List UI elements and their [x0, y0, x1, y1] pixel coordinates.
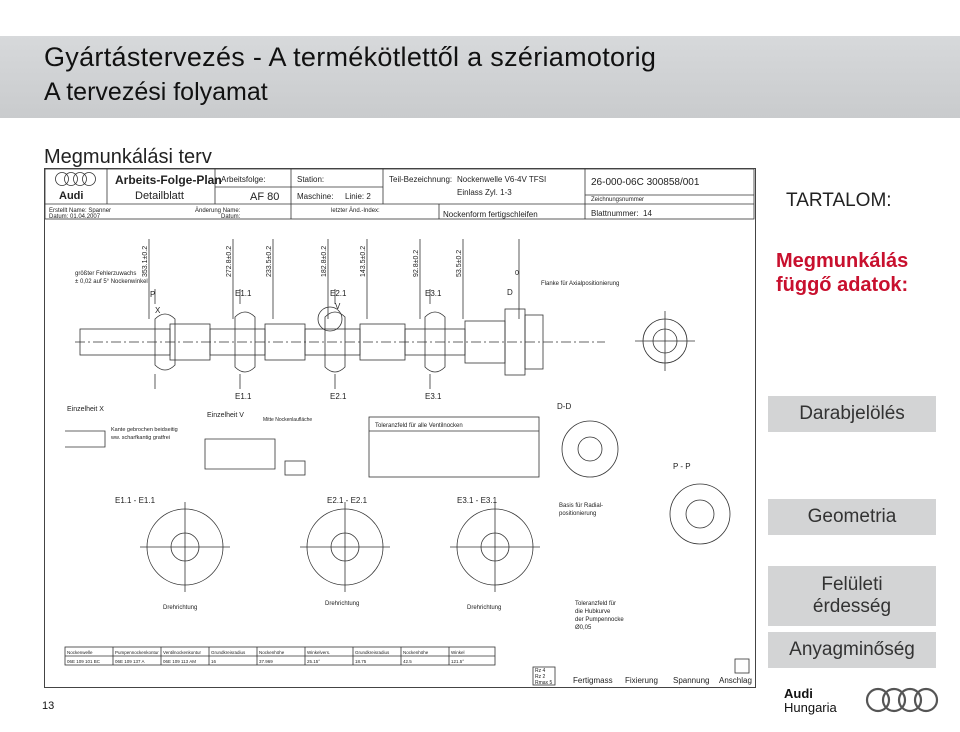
kante-label: Kante gebrochen beidseitig	[111, 427, 178, 433]
maschine-label: Maschine:	[297, 192, 334, 201]
drehrichtung-label: Drehrichtung	[325, 601, 360, 607]
sidebar-item-geometria[interactable]	[768, 499, 936, 535]
sidebar-item-label: Darabjelölés	[799, 403, 905, 424]
dim-label: 353.1±0.2	[142, 245, 149, 277]
teil-value-2: Einlass Zyl. 1-3	[457, 188, 512, 197]
page-number: 13	[42, 700, 55, 712]
erstellt-label: Erstellt Name: Spanner	[49, 208, 112, 214]
legend-fertigmass: Fertigmass	[573, 676, 613, 685]
dim-label: 143.5±0.2	[360, 245, 367, 277]
sidebar-item-label: érdesség	[812, 596, 892, 617]
section-label: E2.1	[330, 289, 347, 298]
audi-rings-logo	[864, 686, 944, 714]
table-header: Grundkreisradius	[211, 650, 246, 655]
table-header: Ventilnockenkontur	[163, 650, 202, 655]
toleranz5-label: Ø0,05	[575, 625, 592, 631]
dim-label: 272.8±0.2	[226, 245, 233, 277]
table-cell: 121.5°	[451, 659, 465, 664]
rz-label: Rz 4	[535, 668, 546, 674]
table-cell: 06E 109 113 AM	[163, 659, 196, 664]
section-label: E3.1	[425, 289, 442, 298]
table-header: Pumpennockenkontur	[115, 650, 159, 655]
table-header: Winkelvers.	[307, 650, 331, 655]
toleranz3-label: die Hubkurve	[575, 609, 611, 615]
sidebar-item-anyagminoseg[interactable]	[768, 632, 936, 668]
toleranz2-label: Toleranzfeld für	[575, 601, 617, 607]
section-label: E3.1	[425, 392, 442, 401]
section-e11: E1.1 - E1.1	[115, 496, 156, 505]
einzelheit-x: Einzelheit X	[67, 406, 104, 413]
table-header: Nockenhöhe	[259, 650, 285, 655]
header-bar	[0, 0, 960, 118]
note-2: ± 0,02 auf 5° Nockenwinkel	[75, 279, 148, 285]
arbeitsfolge-label: Arbeitsfolge:	[221, 175, 266, 184]
aenderung-label: Änderung Name:	[195, 208, 241, 214]
legend-fixierung: Fixierung	[625, 676, 658, 685]
dim-label: 92.8±0.2	[413, 249, 420, 277]
drehrichtung-label: Drehrichtung	[467, 605, 502, 611]
basis2-label: positionierung	[559, 511, 597, 517]
table-cell: 18.75	[355, 659, 367, 664]
letzter-label: letzter Änd.-Index:	[331, 208, 380, 214]
sidebar-item-feluleti-erdesseg[interactable]	[768, 566, 936, 626]
sidebar-heading: TARTALOM:	[786, 190, 892, 211]
brand-line2: Hungaria	[784, 700, 837, 715]
section-e31: E3.1 - E3.1	[457, 496, 498, 505]
rz-label: Rmax 5	[535, 680, 553, 686]
zeichnungsnummer-label: Zeichnungsnummer	[591, 197, 645, 203]
linie-label: Linie: 2	[345, 192, 371, 201]
section-label: E1.1	[235, 392, 252, 401]
brand-line1: Audi	[784, 686, 813, 701]
sidebar-item-label: Anyagminőség	[789, 639, 915, 660]
p-marker: P	[150, 290, 156, 299]
datum-label: Datum: 01.04.2007	[49, 214, 101, 220]
sidebar-item-label: Felületi	[821, 574, 883, 595]
table-cell: 42.5	[403, 659, 412, 664]
operation-label: Nockenform fertigschleifen	[443, 210, 538, 219]
main-title: Gyártástervezés - A termékötlettől a szériamotorig	[44, 42, 657, 72]
teil-label: Teil-Bezeichnung:	[389, 175, 453, 184]
drawing-title: Arbeits-Folge-Plan	[115, 173, 222, 187]
pp-label: P - P	[673, 462, 691, 471]
camshaft-view	[75, 239, 695, 389]
dim-label: 182.8±0.2	[321, 245, 328, 277]
blattnummer-value: 14	[643, 209, 652, 218]
station-label: Station:	[297, 175, 325, 184]
arbeitsfolge-value: AF 80	[250, 191, 280, 203]
table-header: Nockenhöhe	[403, 650, 429, 655]
sidebar-item-label: Geometria	[807, 506, 897, 527]
sidebar-subheading-line1: Megmunkálás	[776, 250, 909, 272]
table-header: Grundkreisradius	[355, 650, 390, 655]
drawing-brand: Audi	[59, 190, 84, 202]
rz-label: Rz 2	[535, 674, 546, 680]
basis-label: Basis für Radial-	[559, 503, 604, 509]
note-1: größter Fehlerzuwachs	[75, 271, 137, 277]
section-title: Megmunkálási terv	[44, 146, 212, 168]
toleranz-label: Toleranzfeld für alle Ventilnocken	[375, 423, 463, 429]
v-marker: V	[335, 302, 341, 311]
dimension-labels	[142, 246, 519, 277]
dim-label: 53.5±0.2	[456, 249, 463, 277]
table-cell: 37.969	[259, 659, 273, 664]
sub-title: A tervezési folyamat	[44, 78, 268, 106]
d-marker: D	[507, 288, 513, 297]
section-label: E2.1	[330, 392, 347, 401]
sidebar-subheading	[776, 249, 908, 297]
dim-label: 233.5±0.2	[266, 245, 273, 277]
x-marker: X	[155, 306, 161, 315]
legend-anschlag: Anschlag	[719, 676, 752, 685]
sidebar-subheading-line2: függő adatok:	[776, 274, 909, 296]
technical-drawing	[44, 168, 756, 688]
legend-spannung: Spannung	[673, 676, 710, 685]
drawing-subtitle: Detailblatt	[135, 190, 184, 202]
dd-label: D-D	[557, 402, 572, 411]
table-cell: 06E 109 137 A	[115, 659, 145, 664]
table-header: Nockenwelle	[67, 650, 93, 655]
flanke-label: Flanke für Axialpositionierung	[541, 281, 620, 287]
teil-value-1: Nockenwelle V6-4V TFSI	[457, 175, 547, 184]
mitte-label: Mitte Nockenlaufläche	[263, 417, 313, 423]
table-cell: 25.15°	[307, 659, 321, 664]
table-cell: 06E 109 101 BC	[67, 659, 101, 664]
toleranz4-label: der Pumpennocke	[575, 617, 624, 623]
brand-text	[784, 687, 837, 715]
section-label: E1.1	[235, 289, 252, 298]
dim-zero: 0	[515, 270, 519, 277]
cross-sections	[140, 502, 540, 592]
blattnummer-label: Blattnummer:	[591, 209, 639, 218]
datum2-label: Datum:	[221, 214, 241, 220]
einzelheit-v: Einzelheit V	[207, 412, 244, 419]
drawing-number: 26-000-06C 300858/001	[591, 177, 700, 188]
table-header: Winkel	[451, 650, 465, 655]
drehrichtung-label: Drehrichtung	[163, 605, 198, 611]
scharf-label: ww. scharfkantig gratfrei	[111, 435, 170, 441]
sidebar-item-darabjeloles[interactable]	[768, 396, 936, 432]
section-e21: E2.1 - E2.1	[327, 496, 368, 505]
table-cell: 16	[211, 659, 217, 664]
